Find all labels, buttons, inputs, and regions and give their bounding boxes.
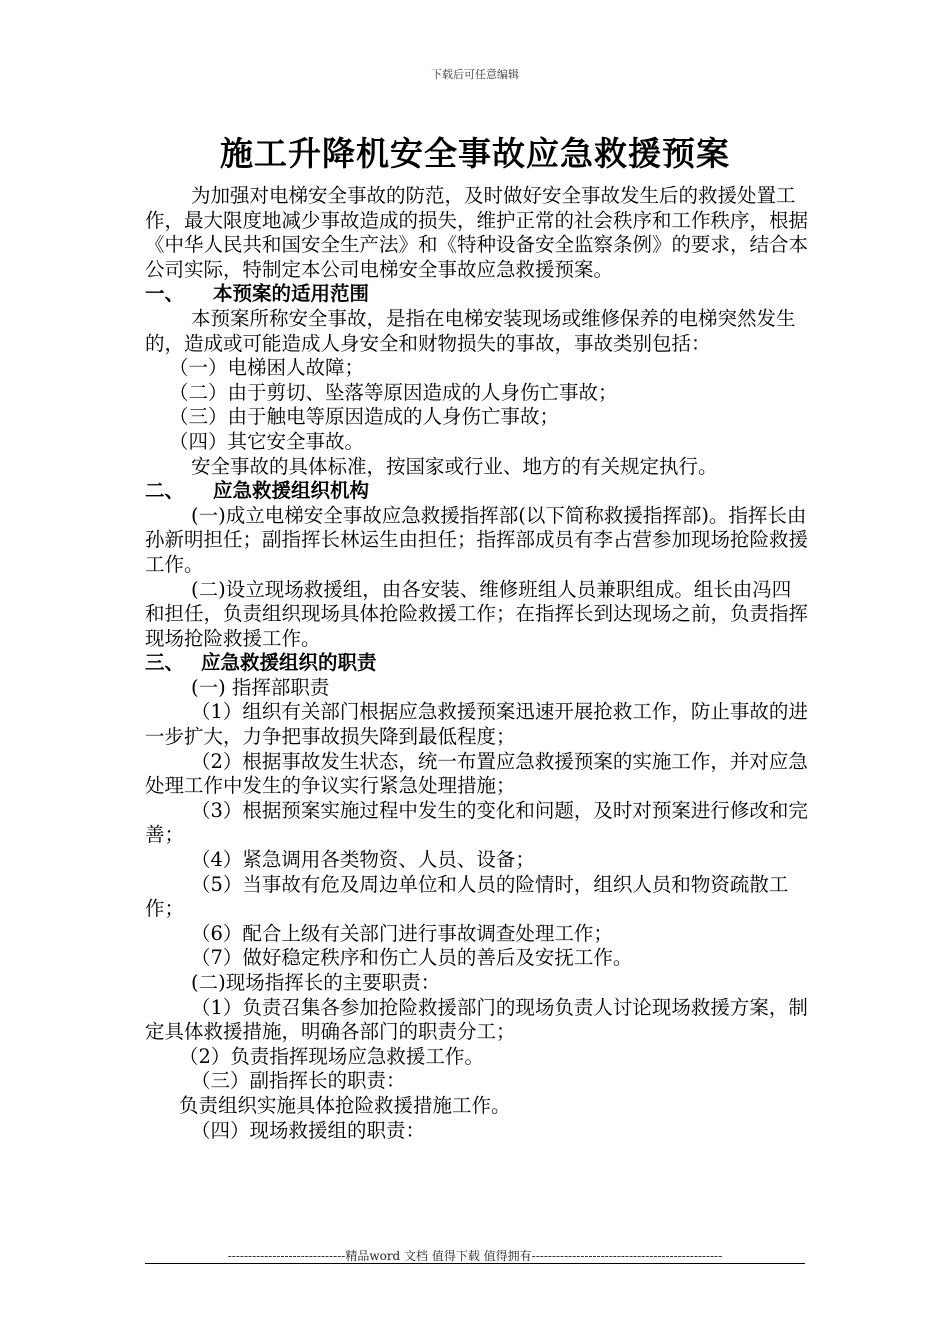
- header-note: 下载后可任意编辑: [431, 68, 519, 81]
- subheading: (二)现场指挥长的主要职责：: [191, 971, 441, 994]
- paragraph: （1）组织有关部门根据应急救援预案迅速开展抢救工作，防止事故的进一步扩大，力争把事故损失降到最低程度；: [145, 700, 808, 749]
- paragraph: 负责组织实施具体抢险救援措施工作。: [179, 1093, 511, 1117]
- paragraph: （2）负责指挥现场应急救援工作。: [179, 1044, 484, 1068]
- document-title: 施工升降机安全事故应急救援预案: [220, 134, 730, 173]
- paragraph: （5）当事故有危及周边单位和人员的险情时，组织人员和物资疏散工作；: [145, 872, 789, 921]
- subheading: （四）现场救援组的职责：: [191, 1118, 426, 1142]
- footer-text: -----------------------------精品word 文档 值得下载 值得拥有-----------------------------------------------: [227, 1249, 723, 1263]
- section-number: 三、: [145, 651, 185, 675]
- section-heading-3: [145, 651, 810, 676]
- subheading: (一) 指挥部职责: [191, 675, 330, 699]
- section-title: 本预案的适用范围: [213, 282, 370, 306]
- list-item: （四）其它安全事故。: [169, 429, 365, 453]
- paragraph: 本预案所称安全事故，是指在电梯安装现场或维修保养的电梯突然发生的，造成或可能造成人身安全和财物损失的事故，事故类别包括：: [145, 306, 796, 355]
- section-heading-2: [145, 479, 810, 504]
- list-item: （三）由于触电等原因造成的人身伤亡事故；: [169, 405, 560, 429]
- paragraph: (一)成立电梯安全事故应急救援指挥部(以下简称救援指挥部)。指挥长由孙新明担任；副指挥长林运生由担任；指挥部成员有李占营参加现场抢险救援工作。: [145, 503, 809, 576]
- subheading: （三）副指挥长的职责：: [191, 1069, 406, 1093]
- paragraph: （6）配合上级有关部门进行事故调查处理工作；: [191, 921, 613, 945]
- paragraph: （1）负责召集各参加抢险救援部门的现场负责人讨论现场救援方案，制定具体救援措施，明确各部门的职责分工；: [145, 995, 808, 1044]
- section-number: 一、: [145, 282, 185, 306]
- intro-paragraph: 为加强对电梯安全事故的防范，及时做好安全事故发生后的救援处置工作，最大限度地减少事故造成的损失，维护正常的社会秩序和工作秩序，根据《中华人民共和国安全生产法》和《特种设备安全监察条例》的要求，结合本公司实际，特制定本公司电梯安全事故应急救援预案。: [145, 184, 809, 281]
- paragraph: （3）根据预案实施过程中发生的变化和问题，及时对预案进行修改和完善；: [145, 798, 808, 847]
- section-title: 应急救援组织机构: [213, 479, 370, 503]
- paragraph: 安全事故的具体标准，按国家或行业、地方的有关规定执行。: [191, 454, 718, 478]
- document-body: [145, 184, 810, 1143]
- paragraph: （7）做好稳定秩序和伤亡人员的善后及安抚工作。: [191, 946, 633, 970]
- section-number: 二、: [145, 479, 185, 503]
- section-heading-1: [145, 282, 810, 307]
- section-title: 应急救援组织的职责: [201, 651, 377, 675]
- paragraph: (二)设立现场救援组，由各安装、维修班组人员兼职组成。组长由冯四和担任，负责组织现场具体抢险救援工作；在指挥长到达现场之前，负责指挥现场抢险救援工作。: [145, 577, 809, 650]
- list-item: （一）电梯困人故障；: [169, 356, 365, 380]
- list-item: （二）由于剪切、坠落等原因造成的人身伤亡事故；: [169, 380, 618, 404]
- paragraph: （2）根据事故发生状态，统一布置应急救援预案的实施工作，并对应急处理工作中发生的争议实行紧急处理措施；: [145, 749, 808, 798]
- paragraph: （4）紧急调用各类物资、人员、设备；: [191, 848, 535, 872]
- footer-rule: [145, 1263, 805, 1264]
